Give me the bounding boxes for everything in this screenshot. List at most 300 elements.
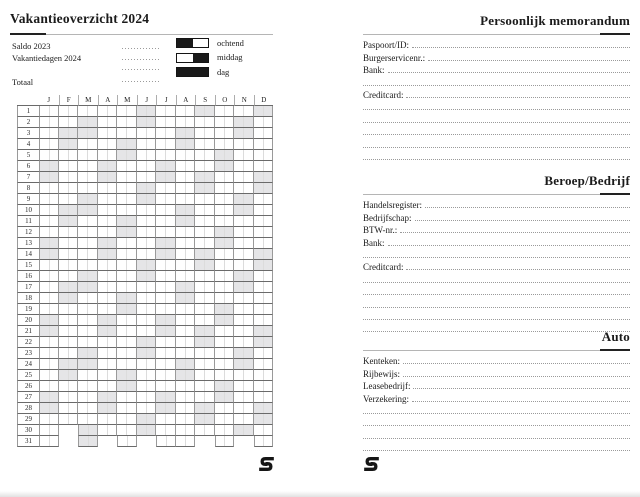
grid-day-row [17, 106, 273, 117]
day-cell [254, 315, 274, 326]
day-cell [137, 315, 157, 326]
day-cell [254, 403, 274, 414]
field-fill-line [363, 306, 630, 308]
grid-day-row [17, 359, 273, 370]
day-cell [195, 370, 215, 381]
grid-day-row [17, 414, 273, 425]
day-number-cell: 19 [17, 304, 39, 315]
grid-day-row [17, 205, 273, 216]
legend-label: dag [217, 66, 230, 77]
day-cell [156, 326, 176, 337]
day-cell [98, 249, 118, 260]
day-number-cell: 27 [17, 392, 39, 403]
day-cell [176, 205, 196, 216]
day-cell [137, 117, 157, 128]
day-cell [39, 117, 59, 128]
day-cell [254, 293, 274, 304]
day-cell [176, 304, 196, 315]
day-cell [39, 238, 59, 249]
day-cell [156, 304, 176, 315]
afternoon-symbol-icon [176, 53, 209, 63]
field-fill-line [363, 158, 630, 160]
day-cell [59, 238, 79, 249]
field-fill-line [363, 281, 630, 283]
day-cell [215, 150, 235, 161]
field-row [363, 310, 630, 322]
day-cell [176, 150, 196, 161]
day-cell [234, 348, 254, 359]
day-cell [39, 150, 59, 161]
day-cell [39, 205, 59, 216]
day-number-cell: 20 [17, 315, 39, 326]
day-cell [98, 117, 118, 128]
day-cell [234, 227, 254, 238]
day-cell [176, 227, 196, 238]
day-cell [156, 315, 176, 326]
day-number-cell: 18 [17, 293, 39, 304]
day-cell [59, 304, 79, 315]
day-cell [59, 216, 79, 227]
grid-day-row [17, 216, 273, 227]
day-cell [137, 348, 157, 359]
day-cell [195, 348, 215, 359]
day-cell [195, 172, 215, 183]
day-cell [215, 414, 235, 425]
day-cell [156, 282, 176, 293]
day-cell [195, 293, 215, 304]
legend-label: ochtend [217, 37, 244, 48]
day-cell [59, 106, 79, 117]
day-cell [78, 392, 98, 403]
day-cell [234, 392, 254, 403]
day-cell [117, 238, 137, 249]
day-cell [117, 304, 137, 315]
day-cell [176, 216, 196, 227]
day-cell [59, 414, 79, 425]
day-cell [215, 227, 235, 238]
day-cell [78, 326, 98, 337]
day-cell [156, 403, 176, 414]
day-cell [78, 194, 98, 205]
field-fill-line [406, 96, 630, 98]
field-row [363, 38, 630, 50]
day-cell [234, 249, 254, 260]
day-cell [234, 315, 254, 326]
day-cell [215, 238, 235, 249]
month-header-cell: J [137, 95, 157, 106]
day-cell [156, 436, 176, 447]
grid-day-row [17, 315, 273, 326]
day-cell [98, 315, 118, 326]
day-cell [156, 337, 176, 348]
day-cell [39, 414, 59, 425]
day-cell [195, 260, 215, 271]
day-cell [176, 128, 196, 139]
day-number-cell: 1 [17, 106, 39, 117]
field-fill-line [363, 133, 630, 135]
month-header-cell: J [39, 95, 59, 106]
grid-day-row [17, 271, 273, 282]
day-cell [195, 150, 215, 161]
succes-logo-icon [363, 457, 380, 471]
vacation-grid [17, 95, 273, 447]
day-cell [176, 260, 196, 271]
day-cell [137, 381, 157, 392]
day-cell [78, 293, 98, 304]
day-cell [98, 183, 118, 194]
day-cell [195, 205, 215, 216]
day-cell [137, 359, 157, 370]
field-fill-line [363, 84, 630, 86]
day-cell [234, 172, 254, 183]
memo-section [363, 324, 630, 453]
field-row [363, 285, 630, 297]
field-row [363, 416, 630, 428]
field-fill-line [412, 400, 630, 402]
day-cell [59, 260, 79, 271]
day-cell [117, 337, 137, 348]
day-cell [78, 106, 98, 117]
day-number-cell: 29 [17, 414, 39, 425]
day-cell [234, 381, 254, 392]
day-cell [39, 436, 59, 447]
field-label: Kenteken: [363, 356, 400, 367]
field-fill-line [388, 71, 631, 73]
day-cell [254, 205, 274, 216]
field-fill-line [412, 46, 630, 48]
day-cell [98, 216, 118, 227]
month-header-row [17, 95, 273, 106]
day-cell [215, 139, 235, 150]
day-cell [39, 183, 59, 194]
day-cell [98, 205, 118, 216]
field-label: Bank: [363, 237, 385, 248]
day-cell [176, 315, 196, 326]
memo-section [363, 8, 630, 162]
day-cell [137, 150, 157, 161]
day-number-cell: 5 [17, 150, 39, 161]
day-number-cell: 3 [17, 128, 39, 139]
section-heading: Beroep/Bedrijf [544, 173, 630, 188]
day-cell [137, 370, 157, 381]
day-cell [39, 194, 59, 205]
month-header-cell: D [254, 95, 274, 106]
day-cell [117, 227, 137, 238]
field-row [363, 379, 630, 391]
grid-day-row [17, 304, 273, 315]
day-cell [78, 260, 98, 271]
day-cell [254, 326, 274, 337]
day-number-cell: 26 [17, 381, 39, 392]
day-cell [78, 150, 98, 161]
day-cell [117, 161, 137, 172]
day-cell [59, 227, 79, 238]
day-cell [156, 183, 176, 194]
day-cell [117, 359, 137, 370]
day-cell [39, 370, 59, 381]
day-cell [117, 106, 137, 117]
day-cell [195, 282, 215, 293]
day-cell [98, 414, 118, 425]
day-cell [78, 117, 98, 128]
day-cell [137, 238, 157, 249]
day-cell [176, 161, 196, 172]
day-cell [98, 326, 118, 337]
day-cell [195, 414, 215, 425]
day-cell [215, 183, 235, 194]
field-label: Bedrijfschap: [363, 212, 412, 223]
day-number-cell: 6 [17, 161, 39, 172]
page-title: Vakantieoverzicht 2024 [10, 11, 150, 26]
day-cell [39, 315, 59, 326]
day-cell [156, 370, 176, 381]
day-cell [78, 216, 98, 227]
totaal-label: Totaal [12, 77, 34, 87]
day-cell [59, 194, 79, 205]
day-cell [215, 194, 235, 205]
day-cell [137, 392, 157, 403]
morning-symbol-icon [176, 38, 209, 48]
day-cell [39, 326, 59, 337]
day-cell [156, 392, 176, 403]
day-cell [137, 414, 157, 425]
month-header-cell: M [78, 95, 98, 106]
field-label: Bank: [363, 65, 385, 76]
day-cell [137, 326, 157, 337]
day-cell [234, 238, 254, 249]
day-cell [234, 216, 254, 227]
field-row [363, 125, 630, 137]
full-day-symbol-icon [176, 67, 209, 77]
day-cell [117, 205, 137, 216]
day-cell [254, 183, 274, 194]
day-cell [195, 392, 215, 403]
day-number-cell: 2 [17, 117, 39, 128]
day-cell [234, 425, 254, 436]
day-cell [195, 106, 215, 117]
day-cell [215, 425, 235, 436]
day-cell [78, 238, 98, 249]
day-cell [215, 216, 235, 227]
day-cell [195, 249, 215, 260]
day-cell [215, 260, 235, 271]
day-cell [215, 128, 235, 139]
day-cell [215, 271, 235, 282]
day-cell [195, 216, 215, 227]
day-cell [234, 282, 254, 293]
absent-day-cell [59, 436, 79, 447]
day-cell [78, 282, 98, 293]
grid-day-row [17, 194, 273, 205]
absent-day-cell [234, 436, 254, 447]
month-header-cell: M [117, 95, 137, 106]
day-cell [176, 117, 196, 128]
field-row [363, 391, 630, 403]
day-cell [78, 403, 98, 414]
day-cell [78, 436, 98, 447]
day-cell [195, 359, 215, 370]
day-cell [195, 271, 215, 282]
day-cell [98, 348, 118, 359]
grid-day-row [17, 392, 273, 403]
day-cell [59, 205, 79, 216]
field-row [363, 441, 630, 453]
month-header-cell: J [156, 95, 176, 106]
grid-day-row [17, 172, 273, 183]
field-fill-line [415, 219, 631, 221]
day-cell [215, 337, 235, 348]
day-cell [39, 392, 59, 403]
field-row [363, 88, 630, 100]
day-cell [176, 172, 196, 183]
day-cell [59, 293, 79, 304]
day-cell [254, 260, 274, 271]
day-cell [137, 293, 157, 304]
day-cell [176, 271, 196, 282]
day-cell [156, 205, 176, 216]
day-cell [137, 337, 157, 348]
day-cell [215, 326, 235, 337]
day-cell [137, 139, 157, 150]
day-cell [39, 139, 59, 150]
day-cell [117, 348, 137, 359]
day-cell [234, 183, 254, 194]
day-cell [117, 381, 137, 392]
section-fields [363, 38, 630, 162]
day-cell [254, 139, 274, 150]
section-heading: Auto [601, 329, 630, 344]
day-cell [98, 106, 118, 117]
memo-section [363, 168, 630, 334]
day-number-cell: 11 [17, 216, 39, 227]
field-label: Paspoort/ID: [363, 40, 409, 51]
day-cell [117, 128, 137, 139]
day-cell [234, 128, 254, 139]
day-cell [254, 128, 274, 139]
day-cell [137, 128, 157, 139]
day-cell [176, 326, 196, 337]
field-label: Verzekering: [363, 393, 409, 404]
day-cell [215, 106, 235, 117]
day-cell [254, 414, 274, 425]
day-cell [215, 249, 235, 260]
month-header-cell: N [234, 95, 254, 106]
day-cell [78, 370, 98, 381]
day-cell [117, 172, 137, 183]
day-cell [117, 183, 137, 194]
day-number-cell: 22 [17, 337, 39, 348]
section-fields [363, 198, 630, 334]
day-cell [234, 205, 254, 216]
grid-day-row [17, 260, 273, 271]
day-cell [215, 282, 235, 293]
field-label: Creditcard: [363, 89, 404, 100]
day-cell [39, 227, 59, 238]
extra-fill-line [122, 69, 160, 70]
day-cell [137, 282, 157, 293]
grid-day-row [17, 337, 273, 348]
field-fill-line [428, 59, 630, 61]
day-cell [215, 172, 235, 183]
vakantiedagen-label: Vakantiedagen 2024 [12, 53, 82, 63]
day-cell [176, 238, 196, 249]
day-cell [156, 359, 176, 370]
day-cell [98, 381, 118, 392]
day-cell [59, 381, 79, 392]
day-cell [117, 271, 137, 282]
day-cell [176, 282, 196, 293]
day-cell [98, 194, 118, 205]
grid-day-row [17, 348, 273, 359]
day-number-cell: 8 [17, 183, 39, 194]
day-cell [195, 381, 215, 392]
day-cell [234, 117, 254, 128]
section-rule [363, 194, 630, 195]
day-cell [117, 216, 137, 227]
field-row [363, 210, 630, 222]
day-number-cell: 28 [17, 403, 39, 414]
day-cell [98, 260, 118, 271]
field-row [363, 100, 630, 112]
day-cell [137, 194, 157, 205]
day-cell [156, 271, 176, 282]
day-cell [117, 315, 137, 326]
day-cell [254, 348, 274, 359]
day-cell [39, 403, 59, 414]
field-fill-line [403, 375, 630, 377]
day-cell [156, 194, 176, 205]
day-cell [234, 139, 254, 150]
day-cell [254, 304, 274, 315]
field-row [363, 235, 630, 247]
field-label: Creditcard: [363, 262, 404, 273]
day-cell [98, 128, 118, 139]
day-cell [78, 359, 98, 370]
grid-day-row [17, 227, 273, 238]
day-cell [215, 315, 235, 326]
section-heading: Persoonlijk memorandum [480, 13, 630, 28]
day-cell [254, 150, 274, 161]
totaal-fill-line [122, 81, 160, 82]
day-cell [156, 117, 176, 128]
day-number-cell: 14 [17, 249, 39, 260]
day-cell [78, 304, 98, 315]
day-cell [59, 337, 79, 348]
day-cell [254, 238, 274, 249]
day-cell [39, 216, 59, 227]
day-cell [156, 172, 176, 183]
field-row [363, 223, 630, 235]
day-cell [234, 106, 254, 117]
day-cell [176, 414, 196, 425]
month-header-cell: A [98, 95, 118, 106]
section-rule [363, 350, 630, 351]
day-number-cell: 10 [17, 205, 39, 216]
day-cell [59, 139, 79, 150]
day-cell [176, 194, 196, 205]
day-cell [156, 216, 176, 227]
day-cell [176, 381, 196, 392]
field-fill-line [363, 449, 630, 451]
day-cell [137, 106, 157, 117]
day-cell [98, 304, 118, 315]
day-cell [234, 150, 254, 161]
day-cell [59, 249, 79, 260]
day-cell [137, 205, 157, 216]
day-number-cell: 16 [17, 271, 39, 282]
day-cell [98, 139, 118, 150]
day-cell [156, 348, 176, 359]
